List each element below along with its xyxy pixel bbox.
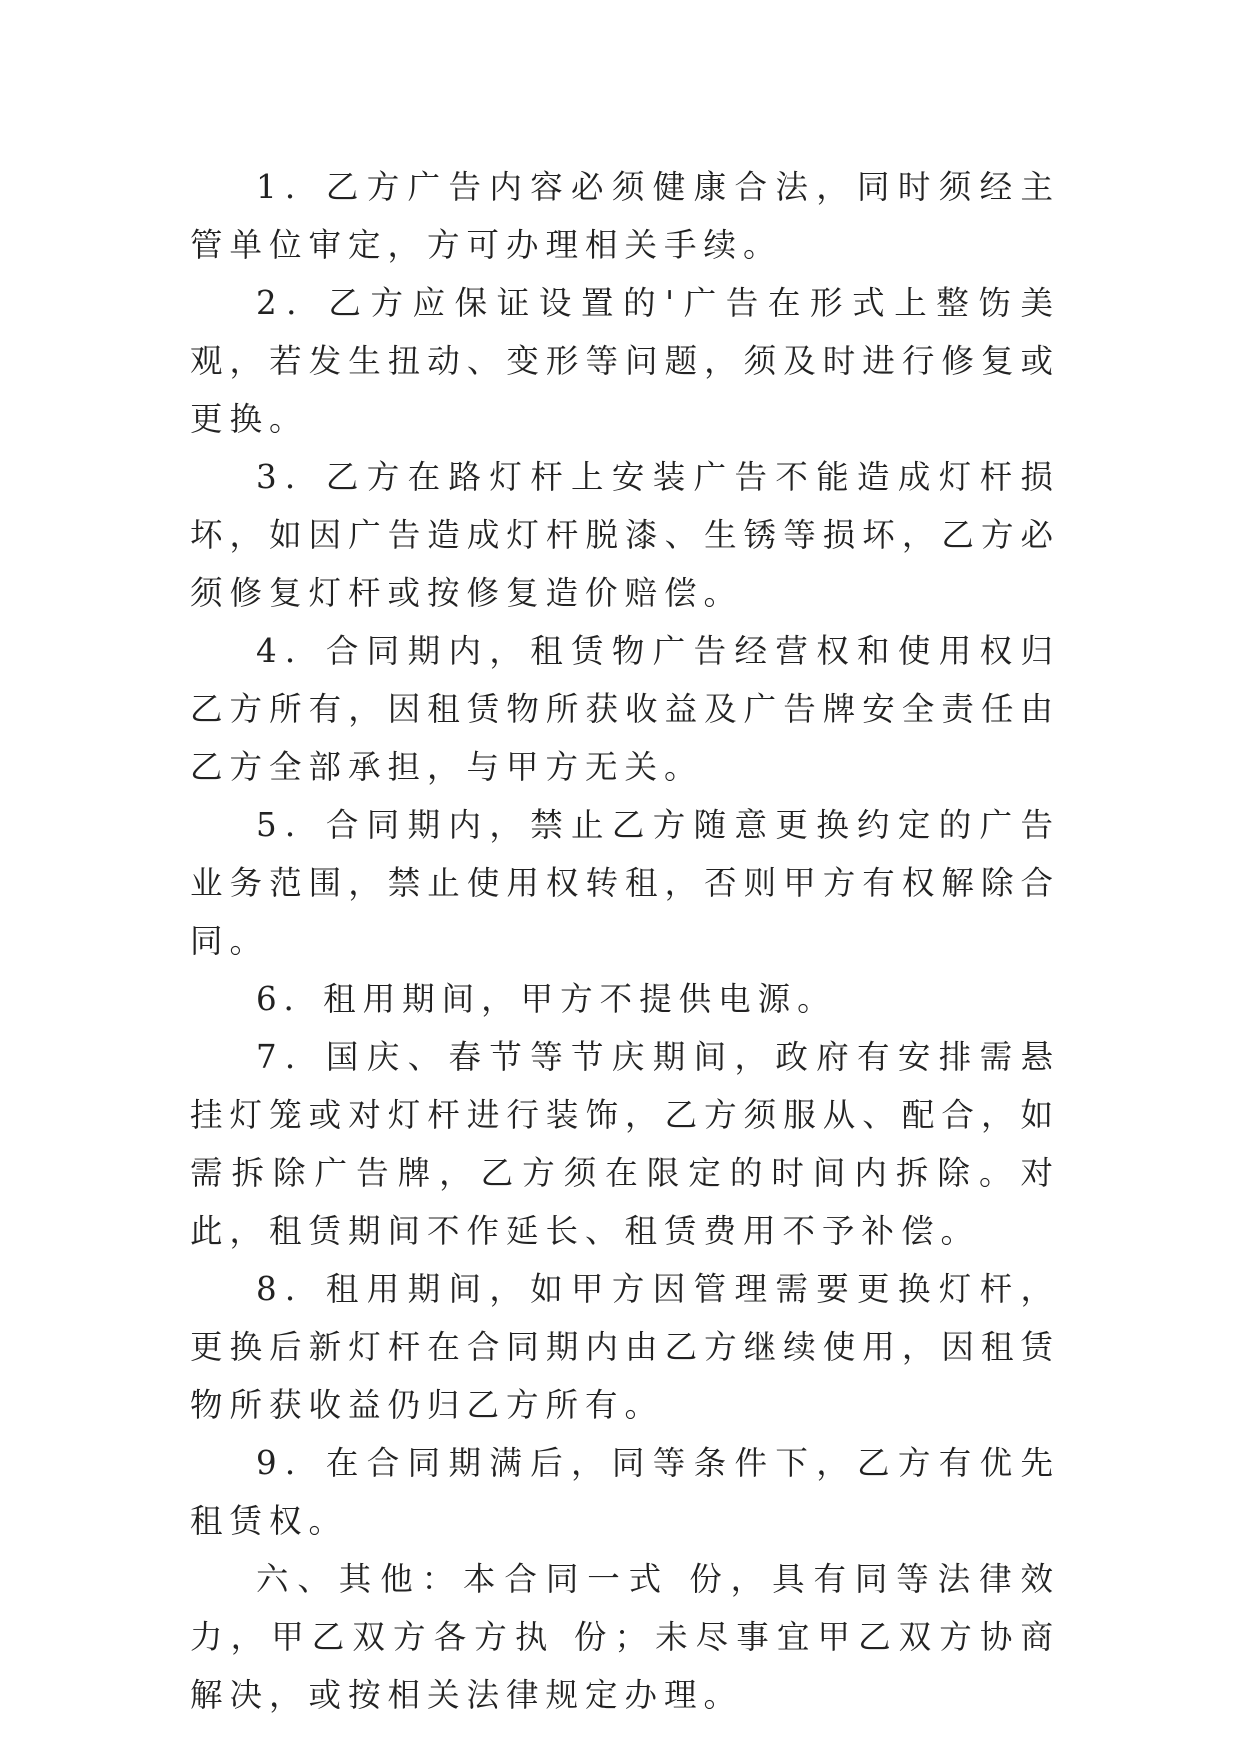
clause-1: 1．乙方广告内容必须健康合法，同时须经主管单位审定，方可办理相关手续。 — [190, 168, 1060, 264]
document-body — [190, 158, 1060, 1724]
clause-8: 8．租用期间，如甲方因管理需要更换灯杆，更换后新灯杆在合同期内由乙方继续使用，因租赁物所获收益仍归乙方所有。 — [190, 1270, 1060, 1424]
section-other: 六、其他：本合同一式 份，具有同等法律效力，甲乙双方各方执 份；未尽事宜甲乙双方协商解决，或按相关法律规定办理。 — [190, 1560, 1060, 1714]
clause-6: 6．租用期间，甲方不提供电源。 — [256, 980, 837, 1018]
clause-5: 5．合同期内，禁止乙方随意更换约定的广告业务范围，禁止使用权转租，否则甲方有权解除合同。 — [190, 806, 1060, 960]
clause-7: 7．国庆、春节等节庆期间，政府有安排需悬挂灯笼或对灯杆进行装饰，乙方须服从、配合，如需拆除广告牌，乙方须在限定的时间内拆除。对此，租赁期间不作延长、租赁费用不予补偿。 — [190, 1038, 1060, 1250]
clause-9: 9．在合同期满后，同等条件下，乙方有优先租赁权。 — [190, 1444, 1060, 1540]
clause-2: 2．乙方应保证设置的'广告在形式上整饬美观，若发生扭动、变形等问题，须及时进行修复或更换。 — [190, 284, 1060, 438]
clause-3: 3．乙方在路灯杆上安装广告不能造成灯杆损坏，如因广告造成灯杆脱漆、生锈等损坏，乙方必须修复灯杆或按修复造价赔偿。 — [190, 458, 1060, 612]
clause-4: 4．合同期内，租赁物广告经营权和使用权归乙方所有，因租赁物所获收益及广告牌安全责任由乙方全部承担，与甲方无关。 — [190, 632, 1060, 786]
